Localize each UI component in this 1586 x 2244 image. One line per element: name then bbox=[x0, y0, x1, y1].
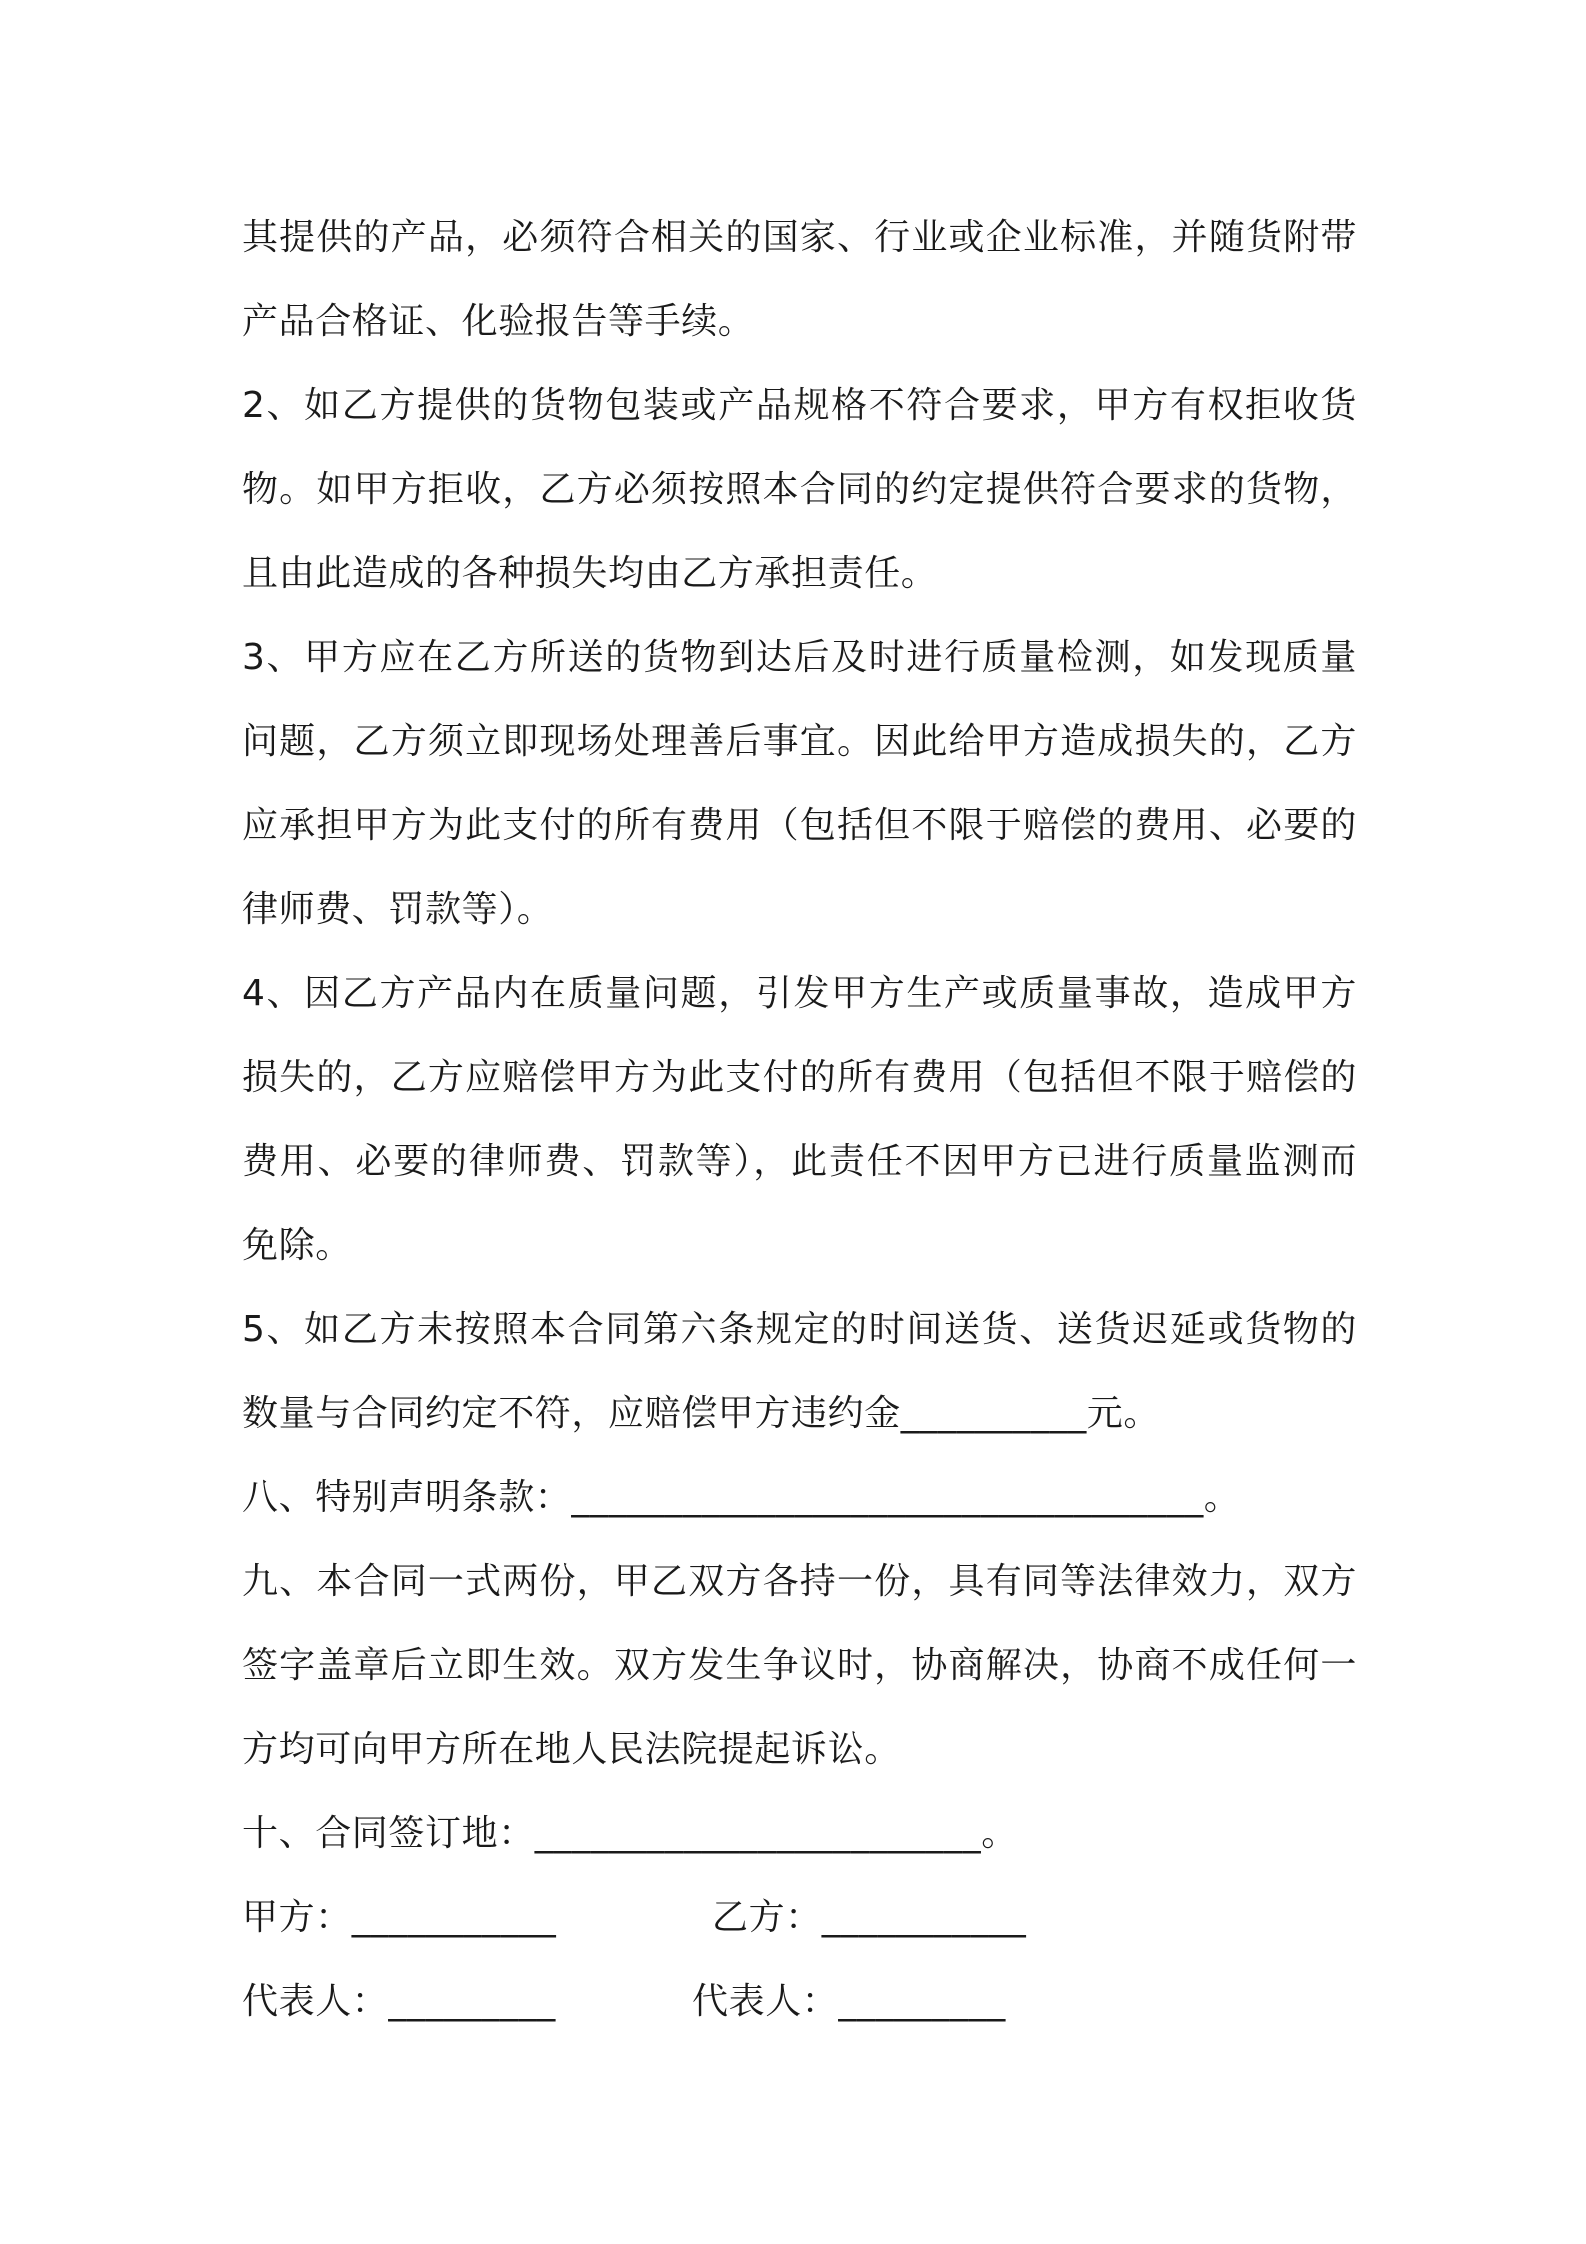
paragraph-signing-place: 十、合同签订地：________________________。 bbox=[242, 1813, 1018, 1854]
signature-representatives-row bbox=[242, 1960, 1357, 2044]
paragraph-clause-2: 2、如乙方提供的货物包装或产品规格不符合要求，甲方有权拒收货物。如甲方拒收，乙方必须按照本合同的约定提供符合要求的货物，且由此造成的各种损失均由乙方承担责任。 bbox=[242, 385, 1357, 594]
representative-b-signature: 代表人：_________ bbox=[692, 1981, 1006, 2022]
party-a-signature: 甲方：___________ bbox=[242, 1897, 557, 1938]
paragraph-copies-and-disputes: 九、本合同一式两份，甲乙双方各持一份，具有同等法律效力，双方签字盖章后立即生效。双方发生争议时，协商解决，协商不成任何一方均可向甲方所在地人民法院提起诉讼。 bbox=[242, 1561, 1357, 1770]
paragraph-clause-3: 3、甲方应在乙方所送的货物到达后及时进行质量检测，如发现质量问题，乙方须立即现场处理善后事宜。因此给甲方造成损失的，乙方应承担甲方为此支付的所有费用（包括但不限于赔偿的费用、必要的律师费、罚款等）。 bbox=[242, 637, 1357, 930]
paragraph-special-terms: 八、特别声明条款：__________________________________。 bbox=[242, 1477, 1241, 1518]
party-b-signature: 乙方：___________ bbox=[712, 1897, 1027, 1938]
signature-parties-row bbox=[242, 1876, 1357, 1960]
paragraph-clause-5: 5、如乙方未按照本合同第六条规定的时间送货、送货迟延或货物的数量与合同约定不符，应赔偿甲方违约金__________元。 bbox=[242, 1309, 1357, 1434]
paragraph-product-standards: 其提供的产品，必须符合相关的国家、行业或企业标准，并随货附带产品合格证、化验报告等手续。 bbox=[242, 217, 1357, 342]
representative-a-signature: 代表人：_________ bbox=[242, 1981, 556, 2022]
paragraph-clause-4: 4、因乙方产品内在质量问题，引发甲方生产或质量事故，造成甲方损失的，乙方应赔偿甲方为此支付的所有费用（包括但不限于赔偿的费用、必要的律师费、罚款等），此责任不因甲方已进行质量监测而免除。 bbox=[242, 973, 1357, 1266]
contract-body bbox=[242, 196, 1357, 2044]
